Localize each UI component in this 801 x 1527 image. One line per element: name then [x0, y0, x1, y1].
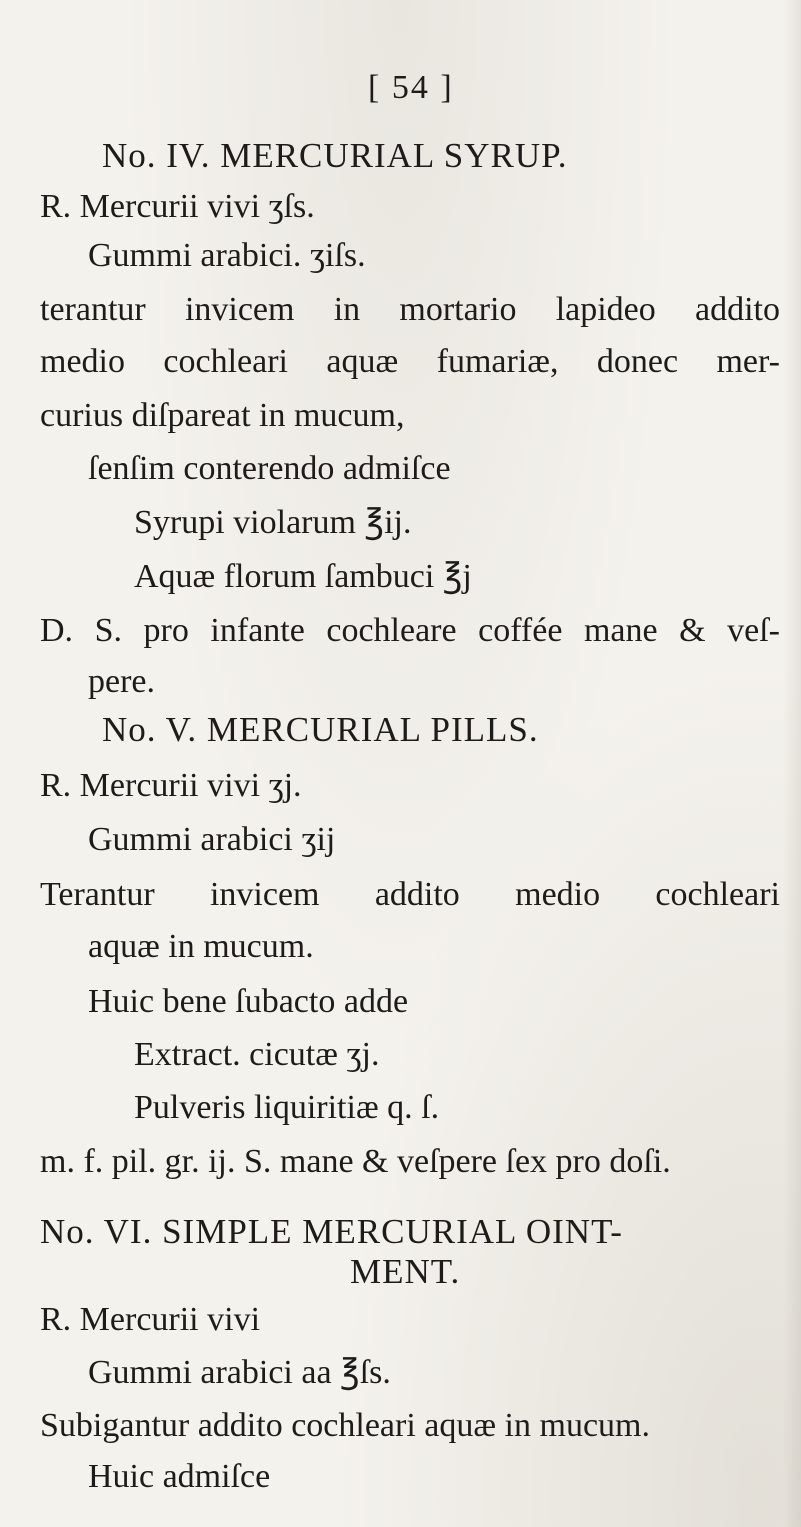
recipe-line: terantur invicem in mortario lapideo addito — [40, 291, 780, 328]
recipe-line: m. f. pil. gr. ij. S. mane & veſpere ſex pro doſi. — [40, 1143, 671, 1180]
recipe-line: Aquæ florum ſambuci ℥j — [134, 558, 472, 595]
recipe-line: Huic admiſce — [88, 1458, 271, 1495]
recipe-line: Extract. cicutæ ʒj. — [134, 1036, 380, 1073]
recipe-line: pere. — [88, 663, 156, 700]
recipe-line: Subigantur addito cochleari aquæ in mucum. — [40, 1407, 650, 1444]
heading-mercurial-pills: No. V. MERCURIAL PILLS. — [102, 710, 539, 749]
recipe-line: R. Mercurii vivi — [40, 1301, 261, 1338]
recipe-line: Pulveris liquiritiæ q. ſ. — [134, 1089, 440, 1126]
recipe-line: R. Mercurii vivi ʒſs. — [40, 188, 315, 225]
recipe-line: medio cochleari aquæ fumariæ, donec mer- — [40, 343, 780, 380]
recipe-line: curius diſpareat in mucum, — [40, 397, 405, 434]
recipe-line: aquæ in mucum. — [88, 928, 314, 965]
recipe-line: Huic bene ſubacto adde — [88, 983, 409, 1020]
recipe-line: Terantur invicem addito medio cochleari — [40, 876, 780, 913]
recipe-line: Gummi arabici. ʒiſs. — [88, 237, 366, 274]
heading-simple-mercurial-ointment: No. VI. SIMPLE MERCURIAL OINT- — [40, 1212, 623, 1251]
recipe-line: ſenſim conterendo admiſce — [88, 450, 451, 487]
page-edge-shadow — [783, 0, 801, 1527]
page-number: [ 54 ] — [368, 69, 454, 106]
recipe-line: Gummi arabici ʒij — [88, 821, 336, 858]
recipe-line: Syrupi violarum ℥ij. — [134, 504, 412, 541]
heading-mercurial-syrup: No. IV. MERCURIAL SYRUP. — [102, 136, 568, 175]
recipe-line: D. S. pro infante cochleare coffée mane & veſ- — [40, 612, 780, 649]
recipe-line: R. Mercurii vivi ʒj. — [40, 767, 302, 804]
recipe-line: Gummi arabici aa ℥ſs. — [88, 1354, 391, 1391]
heading-continuation: MENT. — [350, 1252, 461, 1291]
